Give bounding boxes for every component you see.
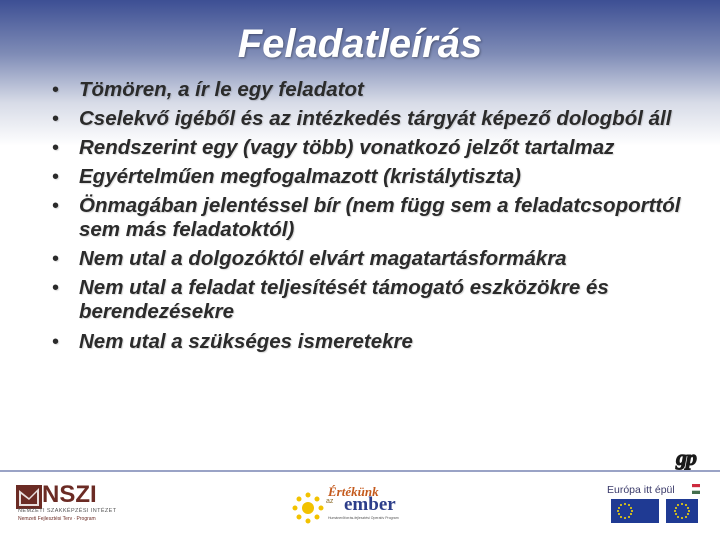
bullet-dot-icon: • — [52, 108, 60, 130]
eu-stars-icon — [611, 499, 659, 523]
footer-divider — [0, 470, 720, 472]
bullet-dot-icon: • — [52, 331, 60, 353]
bullet-dot-icon: • — [52, 195, 60, 217]
bullet-item — [52, 276, 692, 324]
eu-stars-icon — [666, 499, 698, 523]
bullet-list — [52, 78, 692, 359]
bullet-item — [52, 136, 692, 160]
bullet-text: Önmagában jelentéssel bír (nem függ sem a feladatcsoporttól sem más feladatoktól) — [79, 194, 681, 241]
eu-flag-icon-2 — [666, 499, 698, 523]
bullet-text: Nem utal a feladat teljesítését támogató eszközökre és berendezésekre — [79, 276, 609, 323]
nszi-logo — [14, 483, 124, 527]
bullet-item — [52, 107, 692, 131]
bullet-text: Egyértelműen megfogalmazott (kristálytiszta) — [79, 165, 521, 188]
ertek-az: az — [326, 498, 334, 505]
ertek-program: Humánerőforrás-fejlesztési Operatív Program — [328, 516, 399, 520]
hungarian-flag-icon — [692, 484, 700, 494]
bullet-text: Nem utal a szükséges ismeretekre — [79, 330, 413, 353]
eu-slogan: Európa itt épül — [607, 484, 675, 496]
bullet-dot-icon: • — [52, 166, 60, 188]
bullet-dot-icon: • — [52, 277, 60, 299]
bullet-text: Rendszerint egy (vagy több) vonatkozó jelzőt tartalmaz — [79, 136, 615, 159]
bullet-dot-icon: • — [52, 79, 60, 101]
ertek-ember: ember — [344, 494, 396, 515]
bullet-dot-icon: • — [52, 248, 60, 270]
bullet-item — [52, 247, 692, 271]
bullet-item — [52, 78, 692, 102]
eu-flag-icon — [611, 499, 659, 523]
bullet-dot-icon: • — [52, 137, 60, 159]
bullet-text: Nem utal a dolgozóktól elvárt magatartásformákra — [79, 247, 567, 270]
ertek-title: Értékünk — [328, 484, 379, 499]
nszi-wordmark: NSZI — [42, 481, 97, 508]
nszi-subtitle-2: Nemzeti Fejlesztési Terv · Program — [18, 516, 96, 522]
bullet-text: Tömören, a ír le egy feladatot — [79, 78, 364, 101]
slide-title: Feladatleírás — [237, 22, 483, 66]
gp-logo: gp — [676, 445, 696, 470]
bullet-item — [52, 165, 692, 189]
nszi-subtitle: NEMZETI SZAKKÉPZÉSI INTÉZET — [18, 508, 117, 514]
bullet-text: Cselekvő igéből és az intézkedés tárgyát képező dologból áll — [79, 107, 672, 130]
bullet-item — [52, 330, 692, 354]
nszi-emblem-icon — [16, 485, 42, 509]
bullet-item — [52, 194, 692, 242]
sun-icon — [292, 492, 324, 524]
ertekunk-az-ember-logo — [292, 486, 410, 528]
